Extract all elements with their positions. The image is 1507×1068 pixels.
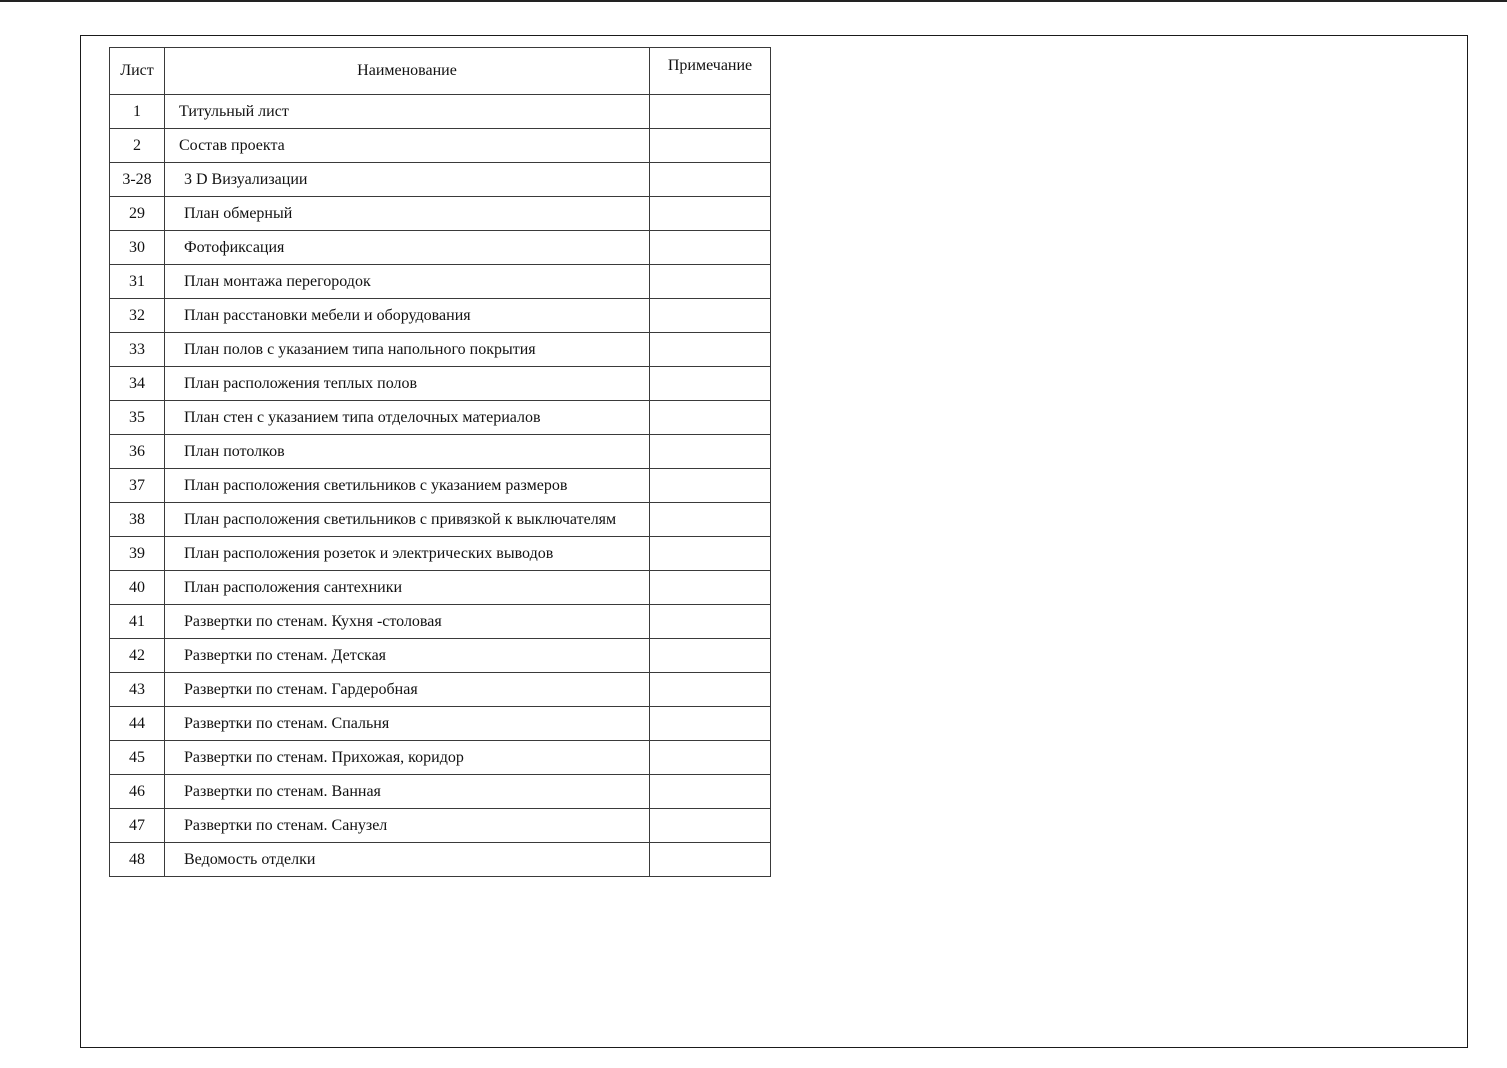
cell-note [650, 673, 771, 707]
cell-note [650, 163, 771, 197]
table-row [110, 537, 771, 571]
table-row [110, 333, 771, 367]
cell-sheet-name: Развертки по стенам. Прихожая, коридор [165, 741, 650, 775]
cell-sheet-name: Развертки по стенам. Спальня [165, 707, 650, 741]
cell-sheet-number: 29 [110, 197, 165, 231]
cell-sheet-number: 2 [110, 129, 165, 163]
cell-sheet-number: 38 [110, 503, 165, 537]
table-row [110, 231, 771, 265]
table-row [110, 129, 771, 163]
cell-sheet-number: 39 [110, 537, 165, 571]
header-sheet: Лист [110, 48, 165, 95]
cell-sheet-number: 42 [110, 639, 165, 673]
project-contents-table [109, 47, 771, 877]
cell-note [650, 231, 771, 265]
cell-sheet-name: План расстановки мебели и оборудования [165, 299, 650, 333]
cell-sheet-name: Развертки по стенам. Ванная [165, 775, 650, 809]
cell-sheet-name: План расположения сантехники [165, 571, 650, 605]
table-row [110, 265, 771, 299]
cell-sheet-number: 37 [110, 469, 165, 503]
cell-sheet-number: 47 [110, 809, 165, 843]
cell-sheet-number: 44 [110, 707, 165, 741]
table-row [110, 843, 771, 877]
cell-sheet-number: 34 [110, 367, 165, 401]
cell-sheet-name: Развертки по стенам. Детская [165, 639, 650, 673]
cell-note [650, 809, 771, 843]
cell-sheet-name: План монтажа перегородок [165, 265, 650, 299]
cell-sheet-name: План расположения светильников с привязкой к выключателям [165, 503, 650, 537]
table-row [110, 809, 771, 843]
cell-note [650, 333, 771, 367]
cell-note [650, 571, 771, 605]
top-border-line [0, 0, 1507, 2]
cell-note [650, 843, 771, 877]
cell-sheet-name: Развертки по стенам. Гардеробная [165, 673, 650, 707]
cell-note [650, 95, 771, 129]
cell-note [650, 605, 771, 639]
table-row [110, 469, 771, 503]
cell-sheet-number: 40 [110, 571, 165, 605]
cell-sheet-number: 33 [110, 333, 165, 367]
table-row [110, 673, 771, 707]
cell-sheet-number: 30 [110, 231, 165, 265]
cell-sheet-name: План обмерный [165, 197, 650, 231]
cell-note [650, 503, 771, 537]
cell-sheet-number: 1 [110, 95, 165, 129]
header-name: Наименование [165, 48, 650, 95]
cell-sheet-name: 3 D Визуализации [165, 163, 650, 197]
cell-sheet-number: 45 [110, 741, 165, 775]
cell-note [650, 775, 771, 809]
cell-sheet-name: План расположения светильников с указанием размеров [165, 469, 650, 503]
cell-sheet-number: 46 [110, 775, 165, 809]
table-row [110, 639, 771, 673]
table-row [110, 367, 771, 401]
cell-note [650, 197, 771, 231]
cell-sheet-number: 48 [110, 843, 165, 877]
table-row [110, 435, 771, 469]
cell-note [650, 537, 771, 571]
table-row [110, 401, 771, 435]
cell-note [650, 299, 771, 333]
table-row [110, 163, 771, 197]
cell-note [650, 639, 771, 673]
table-header-row [110, 48, 771, 95]
cell-sheet-name: План расположения розеток и электрических выводов [165, 537, 650, 571]
cell-note [650, 129, 771, 163]
table-row [110, 707, 771, 741]
table-row [110, 605, 771, 639]
cell-note [650, 367, 771, 401]
cell-sheet-name: Титульный лист [165, 95, 650, 129]
cell-sheet-number: 41 [110, 605, 165, 639]
cell-note [650, 741, 771, 775]
cell-sheet-name: План стен с указанием типа отделочных материалов [165, 401, 650, 435]
cell-sheet-name: Фотофиксация [165, 231, 650, 265]
cell-note [650, 265, 771, 299]
cell-sheet-name: Ведомость отделки [165, 843, 650, 877]
cell-note [650, 469, 771, 503]
table-row [110, 299, 771, 333]
cell-sheet-number: 32 [110, 299, 165, 333]
table-row [110, 95, 771, 129]
table-row [110, 571, 771, 605]
table-row [110, 775, 771, 809]
cell-sheet-name: Развертки по стенам. Кухня -столовая [165, 605, 650, 639]
cell-note [650, 435, 771, 469]
table-row [110, 197, 771, 231]
cell-sheet-number: 43 [110, 673, 165, 707]
cell-sheet-number: 36 [110, 435, 165, 469]
header-note: Примечание [650, 48, 771, 95]
cell-sheet-name: Развертки по стенам. Санузел [165, 809, 650, 843]
cell-sheet-name: Состав проекта [165, 129, 650, 163]
cell-sheet-name: План потолков [165, 435, 650, 469]
cell-sheet-number: 31 [110, 265, 165, 299]
cell-sheet-number: 3-28 [110, 163, 165, 197]
cell-note [650, 401, 771, 435]
cell-sheet-name: План полов с указанием типа напольного покрытия [165, 333, 650, 367]
cell-sheet-number: 35 [110, 401, 165, 435]
table-row [110, 503, 771, 537]
table-row [110, 741, 771, 775]
cell-sheet-name: План расположения теплых полов [165, 367, 650, 401]
table-body [110, 95, 771, 877]
cell-note [650, 707, 771, 741]
